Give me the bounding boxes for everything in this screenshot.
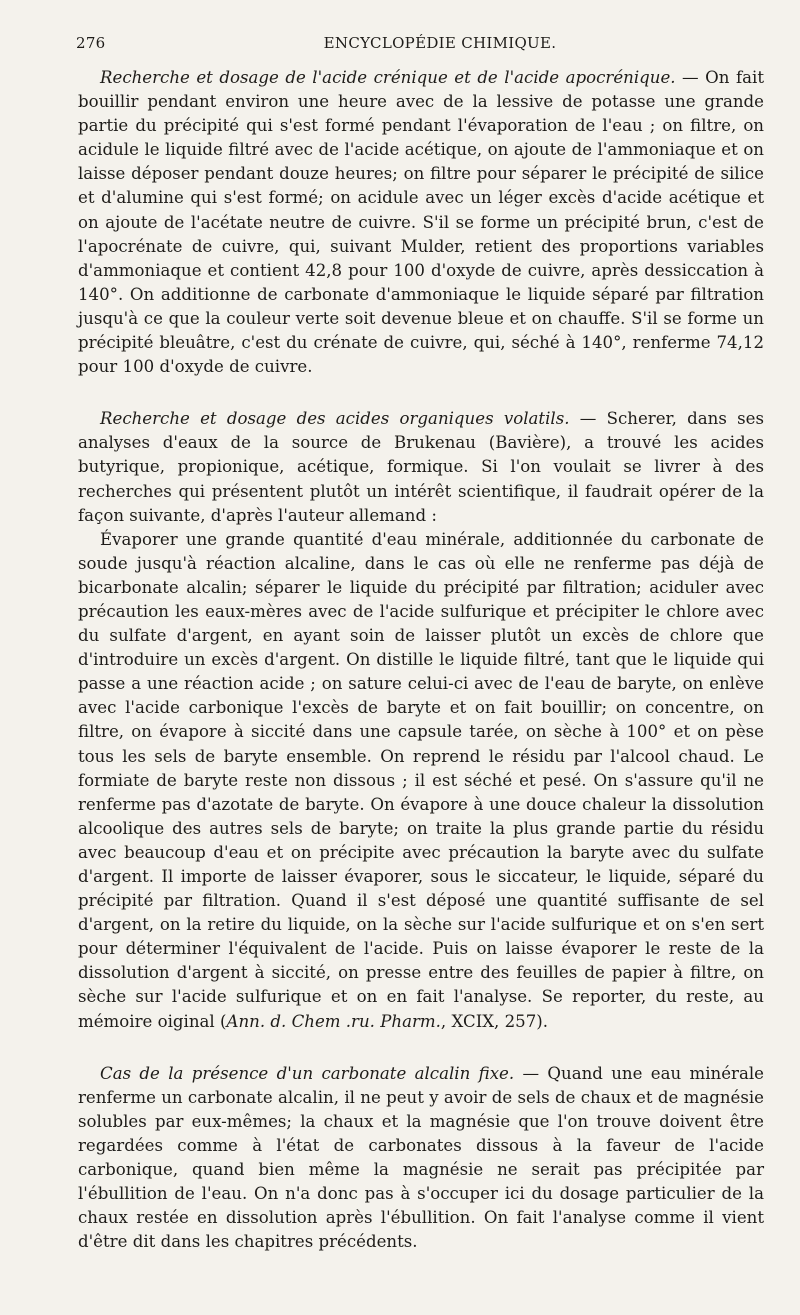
paragraph-text: — Scherer, dans ses analyses d'eaux de la source de Brukenau (Bavière), a trouvé les acides butyrique, propionique, acétique, formique. Si l'on voulait se livrer à des recherches qui présentent plutôt un intérêt scientifique, il faudrait opérer de la façon suivante, d'après l'auteur allemand : xyxy=(78,409,764,525)
paragraph-text: — On fait bouillir pendant environ une heure avec de la lessive de potasse une grande partie du précipité qui s'est formé pendant l'évaporation de l'eau ; on filtre, on acidule le liquide filtré avec de l'acide acétique, on ajoute de l'ammoniaque et on laisse déposer pendant douze heures; on filtre pour séparer le précipité de silice et d'alumine qui s'est formé; on acidule avec un léger excès d'acide acétique et on ajoute de l'acétate neutre de cuivre. S'il se forme un précipité brun, c'est de l'apocrénate de cuivre, qui, suivant Mulder, retient des proportions variables d'ammoniaque et contient 42,8 pour 100 d'oxyde de cuivre, après dessiccation à 140°. On additionne de carbonate d'ammoniaque le liquide séparé par filtration jusqu'à ce que la couleur verte soit devenue bleue et on chauffe. S'il se forme un précipité bleuâtre, c'est du crénate de cuivre, qui, séché à 140°, renferme 74,12 pour 100 d'oxyde de cuivre. xyxy=(78,68,764,377)
bibliographic-reference: Ann. d. Chem .ru. Pharm. xyxy=(226,1011,441,1031)
page-number: 276 xyxy=(76,34,106,52)
paragraph-text: — Quand une eau minérale renferme un carbonate alcalin, il ne peut y avoir de sels de chaux et de magnésie solubles par eux-mêmes; la chaux et la magnésie que l'on trouve doivent être regardées comme à l'état de carbonates dissous à la faveur de l'acide carbonique, quand bien même la magnésie ne serait pas précipitée par l'ébullition de l'eau. On n'a donc pas à s'occuper ici du dosage particulier de la chaux restée en dissolution après l'ébullition. On fait l'analyse comme il vient d'être dit dans les chapitres précédents. xyxy=(78,1063,764,1252)
paragraph-alkaline-carbonate xyxy=(78,1062,764,1255)
section-title-alkaline-carbonate: Cas de la présence d'un carbonate alcalin fixe. xyxy=(100,1063,515,1083)
paragraph-procedure xyxy=(78,528,764,1034)
paragraph-text: Évaporer une grande quantité d'eau minérale, additionnée du carbonate de soude jusqu'à réaction alcaline, dans le cas où elle ne renferme pas déjà de bicarbonate alcalin; séparer le liquide du précipité par filtration; aciduler avec précaution les eaux-mères avec de l'acide sulfurique et précipiter le chlore avec du sulfate d'argent, en ayant soin de laisser plutôt un excès de chlore que d'introduire un excès d'argent. On distille le liquide filtré, tant que le liquide qui passe a une réaction acide ; on sature celui-ci avec de l'eau de baryte, on enlève avec l'acide carbonique l'excès de baryte et on fait bouillir; on concentre, on filtre, on évapore à siccité dans une capsule tarée, on sèche à 100° et on pèse tous les sels de baryte ensemble. On reprend le résidu par l'alcool chaud. Le formiate de baryte reste non dissous ; il est séché et pesé. On s'assure qu'il ne renferme pas d'azotate de baryte. On évapore à une douce chaleur la dissolution alcoolique des autres sels de baryte; on traite la plus grande partie du résidu avec beaucoup d'eau et on précipite avec précaution la baryte avec du sulfate d'argent. Il importe de laisser évaporer, sous le siccateur, le liquide, séparé du précipité par filtration. Quand il s'est déposé une quantité suffisante de sel d'argent, on la retire du liquide, on la sèche sur l'acide sulfurique et on s'en sert pour déterminer l'équivalent de l'acide. Puis on laisse évaporer le reste de la dissolution d'argent à siccité, on presse entre des feuilles de papier à filtre, on sèche sur l'acide sulfurique et on en fait l'analyse. Se reporter, du reste, au mémoire oiginal ( xyxy=(78,529,764,1031)
paragraph-crenic-acid xyxy=(78,66,764,379)
paragraph-text: , XCIX, 257). xyxy=(440,1011,549,1031)
running-title: ENCYCLOPÉDIE CHIMIQUE. xyxy=(323,34,557,52)
page-header xyxy=(76,34,764,58)
section-title-crenic-acid: Recherche et dosage de l'acide crénique et de l'acide apocrénique. xyxy=(100,68,676,87)
paragraph-volatile-acids xyxy=(78,407,764,527)
body-text xyxy=(78,66,764,1254)
section-title-volatile-acids: Recherche et dosage des acides organiques volatils. xyxy=(100,409,570,429)
